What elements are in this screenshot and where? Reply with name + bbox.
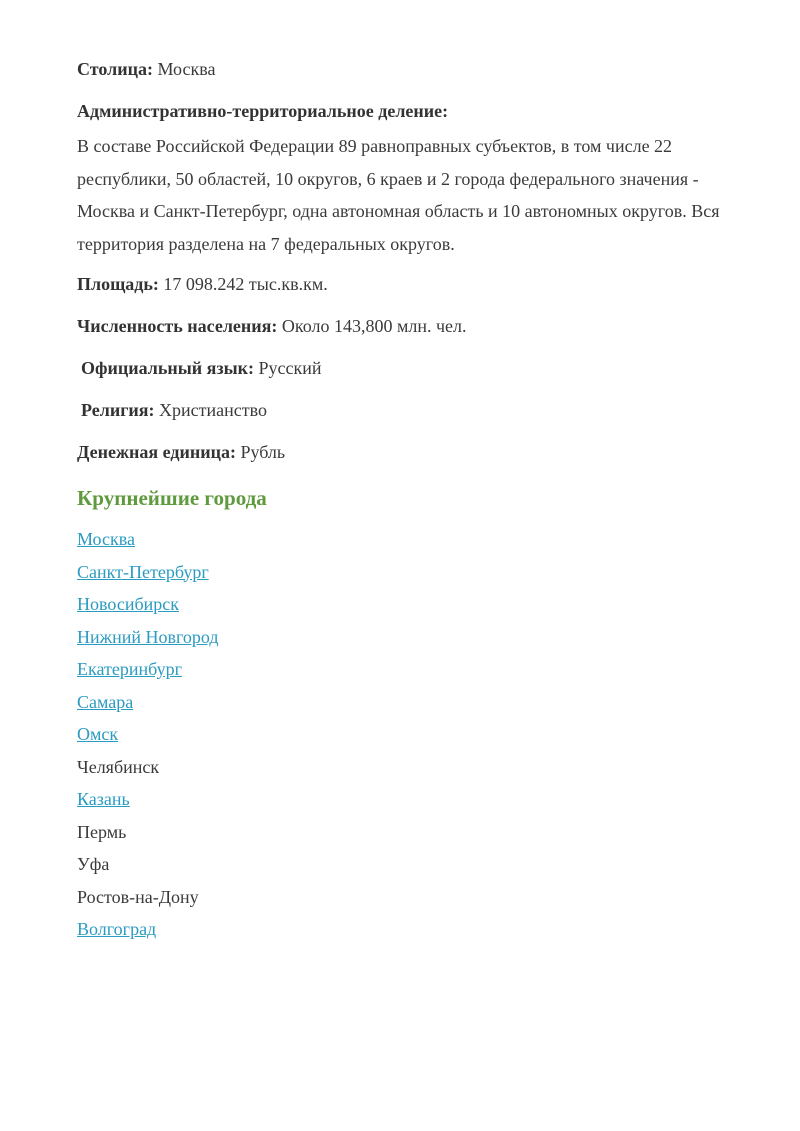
currency-label: Денежная единица: <box>77 442 236 462</box>
list-item[interactable] <box>77 913 757 946</box>
capital-value: Москва <box>157 59 216 79</box>
list-item <box>77 848 757 881</box>
list-item[interactable] <box>77 686 757 719</box>
capital-label: Столица: <box>77 59 153 79</box>
currency-value: Рубль <box>240 442 286 462</box>
language-label: Официальный язык: <box>81 358 255 378</box>
list-item <box>77 881 757 914</box>
list-item[interactable] <box>77 556 757 589</box>
city-name: Пермь <box>77 821 127 842</box>
admin-division-field <box>77 96 757 126</box>
area-field <box>77 269 757 299</box>
population-field <box>77 311 757 341</box>
city-name: Челябинск <box>77 756 160 777</box>
admin-division-label: Административно-территориальное деление: <box>77 101 449 121</box>
population-value: Около 143,800 млн. чел. <box>281 316 467 336</box>
list-item[interactable] <box>77 653 757 686</box>
city-name: Уфа <box>77 854 110 874</box>
city-link[interactable]: Казань <box>77 789 130 809</box>
city-link[interactable]: Волгоград <box>77 919 157 939</box>
city-link[interactable]: Самара <box>77 691 134 712</box>
religion-label: Религия: <box>81 400 155 420</box>
city-link[interactable]: Омск <box>77 724 119 744</box>
population-label: Численность населения: <box>77 316 278 336</box>
city-link[interactable]: Нижний Новгород <box>77 626 219 647</box>
city-link[interactable]: Новосибирск <box>77 594 179 614</box>
list-item[interactable] <box>77 783 757 816</box>
language-field <box>77 353 757 383</box>
area-label: Площадь: <box>77 274 159 294</box>
list-item <box>77 751 757 784</box>
language-value: Русский <box>258 358 322 378</box>
list-item[interactable] <box>77 523 757 556</box>
religion-field <box>77 395 757 425</box>
admin-division-text: В составе Российской Федерации 89 равноправных субъектов, в том числе 22 республики, 50 областей, 10 округов, 6 краев и 2 города федерального значения - Москва и Санкт-Петербург, одна автономная область и 10 автономных округов. Вся территория разделена на 7 федеральных округов. <box>77 136 720 254</box>
capital-field <box>77 54 757 84</box>
list-item[interactable] <box>77 621 757 654</box>
city-link[interactable]: Санкт-Петербург <box>77 561 209 582</box>
city-name: Ростов-на-Дону <box>77 886 199 907</box>
city-list <box>77 523 757 946</box>
document-page <box>77 54 757 946</box>
list-item[interactable] <box>77 718 757 751</box>
religion-value: Христианство <box>159 400 267 420</box>
currency-field <box>77 437 757 467</box>
largest-cities-heading: Крупнейшие города <box>77 486 267 510</box>
list-item[interactable] <box>77 588 757 621</box>
list-item <box>77 816 757 849</box>
city-link[interactable]: Москва <box>77 529 135 549</box>
city-link[interactable]: Екатеринбург <box>77 659 182 679</box>
area-value: 17 098.242 тыс.кв.км. <box>163 274 328 294</box>
